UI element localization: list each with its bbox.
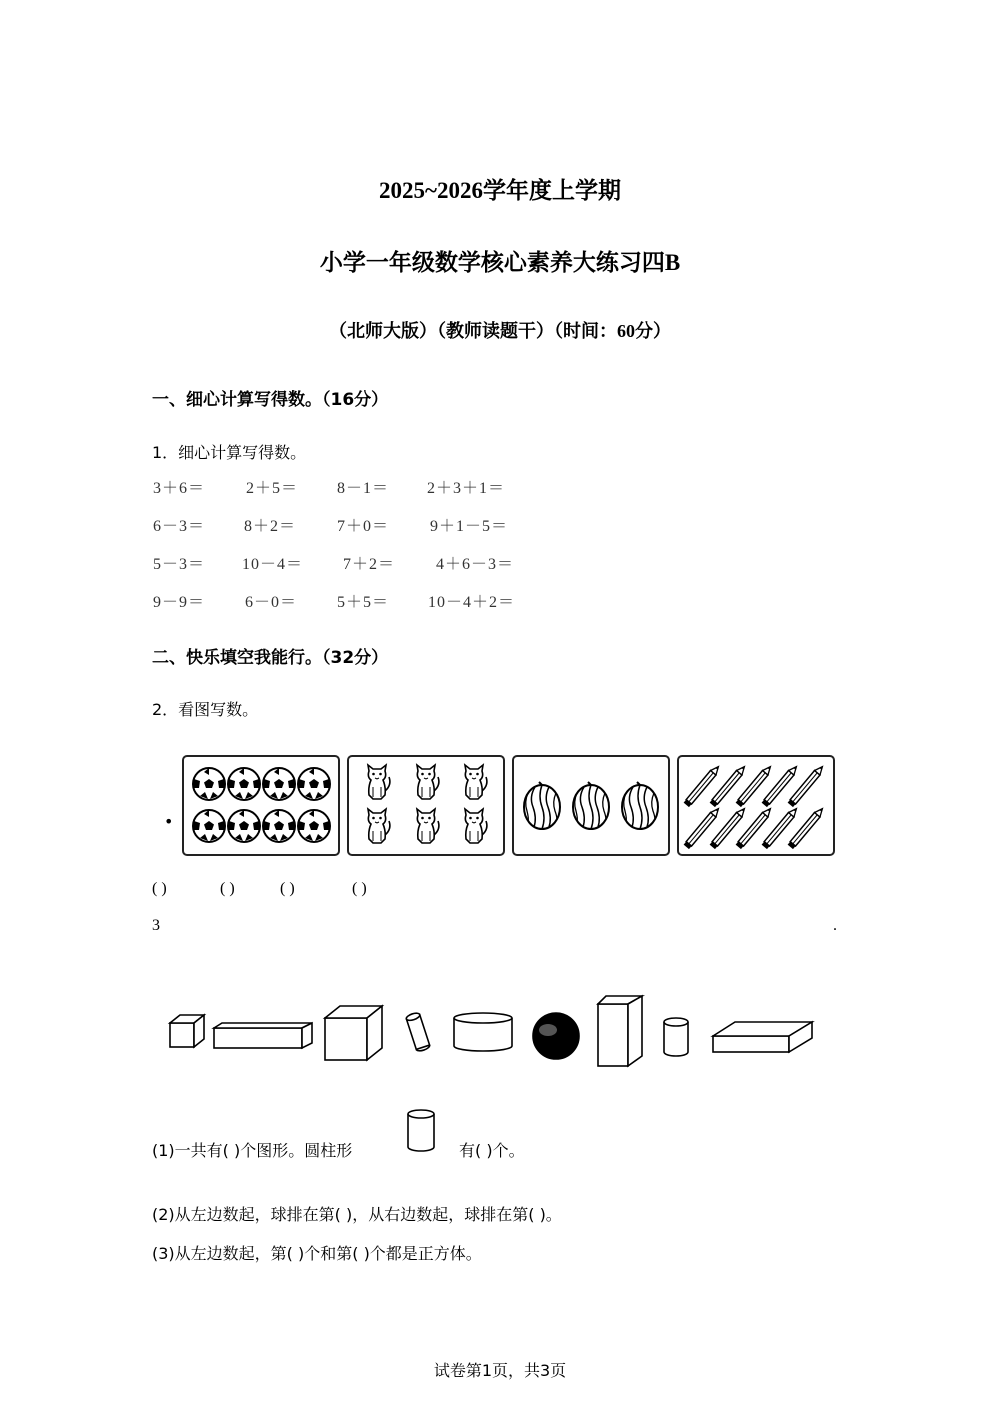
calc-item: 5＋5＝ [337, 594, 390, 611]
cat-icon [349, 757, 503, 854]
small-cube-shape [170, 1015, 204, 1047]
short-wide-cylinder-shape [454, 1013, 512, 1051]
calc-item: 6－0＝ [245, 594, 298, 611]
shapes-row [160, 990, 830, 1070]
q3-sub-2-text: (2)从左边数起，球排在第( )，从右边数起，球排在第( )。 [152, 1205, 562, 1224]
tall-cuboid-shape [598, 996, 642, 1066]
calc-item: 3＋6＝ [153, 480, 206, 497]
q2-dot: • [164, 812, 174, 831]
calc-item: 6－3＝ [153, 518, 206, 535]
cylinder-icon [405, 1107, 437, 1155]
small-cylinder-shape [664, 1018, 688, 1056]
flat-cuboid-shape [713, 1022, 812, 1052]
pencils-picture [677, 755, 835, 856]
soccer-ball-icon [184, 757, 338, 854]
answer-blank[interactable]: ( ) [280, 880, 295, 897]
exam-info: （北师大版）（教师读题干）（时间：60分） [329, 321, 671, 341]
calc-item: 9＋1－5＝ [430, 518, 509, 535]
calc-item: 8＋2＝ [244, 518, 297, 535]
answer-blank[interactable]: ( ) [352, 880, 367, 897]
calc-item: 10－4＋2＝ [428, 594, 516, 611]
soccer-balls-picture [182, 755, 340, 856]
calc-item: 9－9＝ [153, 594, 206, 611]
question-3-label: 3 [152, 917, 160, 934]
q3-sub-1-text: (1)一共有( )个图形。圆柱形 [152, 1141, 353, 1160]
tilted-cylinder-shape [405, 1012, 430, 1052]
answer-blank[interactable]: ( ) [220, 880, 235, 897]
calc-item: 2＋5＝ [246, 480, 299, 497]
exam-subtitle: 小学一年级数学核心素养大练习四B [319, 250, 681, 275]
pencil-icon [679, 757, 833, 854]
ball-shape [533, 1013, 579, 1059]
section-1-heading: 一、细心计算写得数。（16分） [152, 390, 389, 410]
q3-sub-3-text: (3)从左边数起，第( )个和第( )个都是正方体。 [152, 1244, 482, 1263]
answer-blank[interactable]: ( ) [152, 880, 167, 897]
section-2-heading: 二、快乐填空我能行。（32分） [152, 648, 389, 668]
calc-item: 7＋2＝ [343, 556, 396, 573]
cube-shape [325, 1006, 382, 1060]
watermelon-icon [514, 757, 668, 854]
question-1-label: 1．细心计算写得数。 [152, 443, 307, 462]
calc-item: 5－3＝ [153, 556, 206, 573]
calc-item: 8－1＝ [337, 480, 390, 497]
watermelons-picture [512, 755, 670, 856]
calc-item: 10－4＝ [242, 556, 304, 573]
q3-sub-1-tail: 有( )个。 [459, 1141, 525, 1160]
page-footer: 试卷第1页，共3页 [433, 1361, 567, 1380]
exam-title: 2025~2026学年度上学期 [379, 178, 621, 203]
calc-item: 7＋0＝ [337, 518, 390, 535]
question-3-dot: . [833, 917, 837, 934]
cats-picture [347, 755, 505, 856]
question-2-label: 2．看图写数。 [152, 700, 259, 719]
long-cuboid-shape [214, 1023, 312, 1048]
calc-item: 4＋6－3＝ [436, 556, 515, 573]
calc-item: 2＋3＋1＝ [427, 480, 506, 497]
